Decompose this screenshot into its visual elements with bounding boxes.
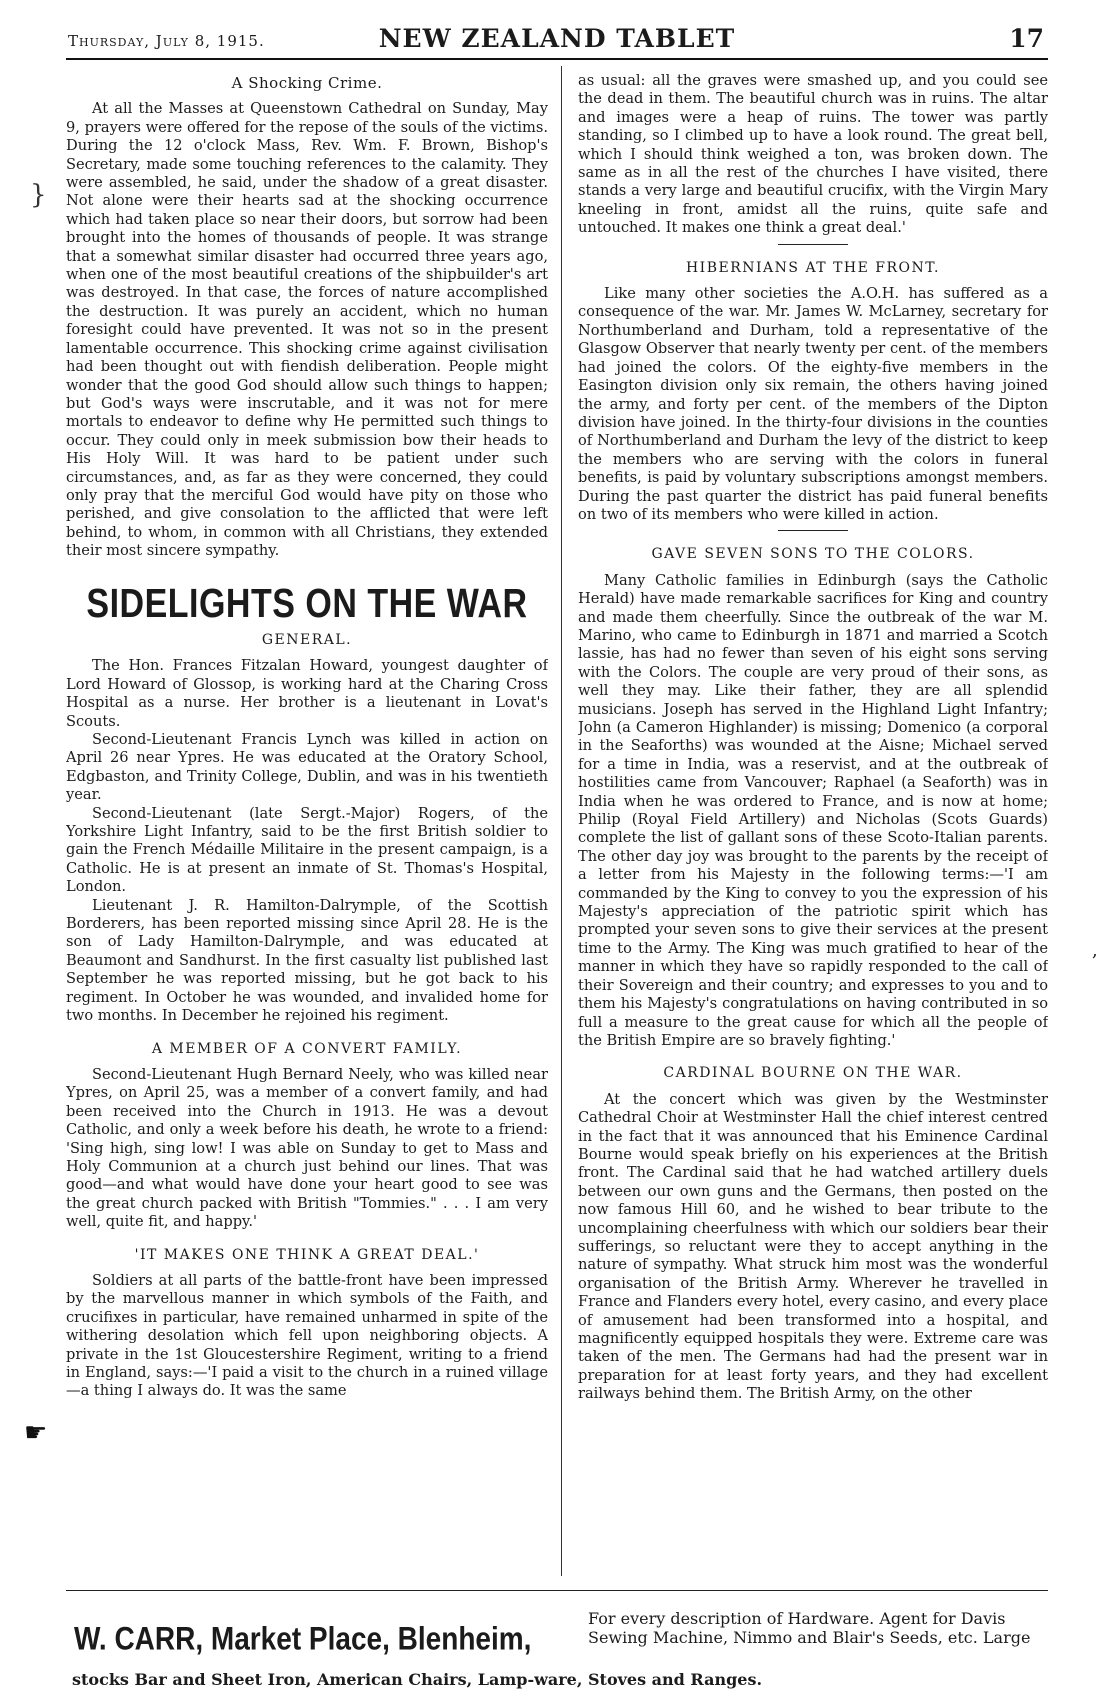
- article-paragraph: as usual: all the graves were smashed up, and you could see the dead in them. The beautiful church was in ruins. The altar and images were a heap of ruins. The tower was partly standing, so I climbed up to have a look round. The great bell, which I should think weighed a ton, was broken down. The same as in all the rest of the churches I have visited, there stands a very large and beautiful crucifix, with the Virgin Mary kneeling in front, amidst all the ruins, quite safe and untouched. It makes one think a great deal.': [578, 72, 1048, 237]
- page-number: 17: [1009, 24, 1044, 53]
- publication-title: NEW ZEALAND TABLET: [378, 24, 736, 53]
- issue-date: Thursday, July 8, 1915.: [68, 32, 265, 50]
- advertisement-continuation: stocks Bar and Sheet Iron, American Chairs, Lamp-ware, Stoves and Ranges.: [72, 1670, 763, 1689]
- advertisement-description: For every description of Hardware. Agent for Davis Sewing Machine, Nimmo and Blair's Seeds, etc. Large: [588, 1609, 1031, 1647]
- article-paragraph: The Hon. Frances Fitzalan Howard, youngest daughter of Lord Howard of Glossop, is working hard at the Charing Cross Hospital as a nurse. Her brother is a lieutenant in Lovat's Scouts.: [66, 657, 548, 730]
- article-heading: CARDINAL BOURNE ON THE WAR.: [663, 1065, 963, 1082]
- margin-stray-mark: ,: [1092, 940, 1098, 961]
- article-paragraph: Soldiers at all parts of the battle-front have been impressed by the marvellous manner in which symbols of the Faith, and crucifixes in particular, have remained unharmed in spite of the withering desolation which fell upon neighboring objects. A private in the 1st Gloucestershire Regiment, writing to a friend in England, says:—'I paid a visit to the church in a ruined village—a thing I always do. It was the same: [66, 1271, 548, 1400]
- page-header: [66, 22, 1048, 60]
- article-heading: A MEMBER OF A CONVERT FAMILY.: [151, 1040, 463, 1057]
- left-column: [66, 72, 548, 1572]
- article-rule: [778, 530, 848, 531]
- article-heading: HIBERNIANS AT THE FRONT.: [685, 259, 941, 276]
- article-paragraph: At the concert which was given by the Westminster Cathedral Choir at Westminster Hall the chief interest centred in the fact that it was announced that his Eminence Cardinal Bourne would speak briefly on his experiences at the British front. The Cardinal said that he had watched artillery duels between our own guns and the Germans, then posted on the now famous Hill 60, and he wished to bear tribute to the uncomplaining cheerfulness with which our soldiers bear their sufferings, so reluctant were they to accept anything in the nature of sympathy. What struck him most was the wonderful organisation of the British Army. Wherever he travelled in France and Flanders every hotel, every casino, and every place of amusement had been transformed into a hospital, and magnificently equipped hospitals they were. Extreme care was taken of the men. The Germans had had the present war in preparation for at least forty years, and they had excellent railways behind them. The British Army, on the other: [578, 1090, 1048, 1403]
- article-heading: 'IT MAKES ONE THINK A GREAT DEAL.': [134, 1246, 480, 1263]
- article-heading: GAVE SEVEN SONS TO THE COLORS.: [651, 546, 975, 563]
- advertiser-name: W. CARR, Market Place, Blenheim,: [74, 1620, 532, 1657]
- article-paragraph: Lieutenant J. R. Hamilton-Dalrymple, of the Scottish Borderers, has been reported missing since April 28. He is the son of Lady Hamilton-Dalrymple, and was educated at Beaumont and Sandhurst. In the first casualty list published last September he was reported missing, but he got back to his regiment. In October he was wounded, and invalided home for two months. In December he rejoined his regiment.: [66, 896, 548, 1025]
- margin-brace-mark: }: [30, 180, 47, 210]
- article-paragraph: Second-Lieutenant Francis Lynch was killed in action on April 26 near Ypres. He was educated at the Oratory School, Edgbaston, and Trinity College, Dublin, and was in his twentieth year.: [66, 731, 548, 804]
- article-paragraph: Second-Lieutenant Hugh Bernard Neely, who was killed near Ypres, on April 25, was a member of a convert family, and had been received into the Church in 1913. He was a devout Catholic, and only a week before his death, he wrote to a friend: 'Sing high, sing low! I was able on Sunday to get to Mass and Holy Communion at a church just behind our lines. That was good—and what would have done your heart good to see was the great church packed with British "Tommies." . . . I am very well, quite fit, and happy.': [66, 1065, 548, 1231]
- advertisement: [66, 1590, 1048, 1690]
- article-paragraph: Like many other societies the A.O.H. has suffered as a consequence of the war. Mr. James W. McLarney, secretary for Northumberland and Durham, told a representative of the Glasgow Observer that nearly twenty per cent. of the members had joined the colors. Of the eighty-five members in the Easington division only six remain, the others having joined the army, and forty per cent. of the members of the Dipton division have joined. In the thirty-four divisions in the counties of Northumberland and Durham the levy of the district to keep the members who are serving with the colors in funeral benefits, is paid by voluntary subscriptions amongst members. During the past quarter the district has paid funeral benefits on two of its members who were killed in action.: [578, 285, 1048, 523]
- article-paragraph: Many Catholic families in Edinburgh (says the Catholic Herald) have made remarkable sacrifices for King and country and made them cheerfully. Since the outbreak of the war M. Marino, who came to Edinburgh in 1871 and married a Scotch lassie, has had no fewer than seven of his eight sons serving with the Colors. The couple are very proud of their sons, as well they may. Like their father, they are all splendid musicians. Joseph has served in the Highland Light Infantry; John (a Cameron Highlander) is missing; Domenico (a corporal in the Seaforths) was wounded at the Aisne; Michael served for a time in India, was a reservist, and at the outbreak of hostilities came from Vancouver; Raphael (a Seaforth) was in India when he was ordered to France, and is now at home; Philip (Royal Field Artillery) and Nicholas (Scots Guards) complete the list of gallant sons of these Scoto-Italian parents. The other day joy was brought to the parents by the receipt of a letter from his Majesty in the following terms:—'I am commanded by the King to convey to you the expression of his Majesty's appreciation of the patriotic spirit which has prompted your seven sons to give their services at the present time to the Army. The King was much gratified to hear of the manner in which they have so rapidly responded to the call of their Sovereign and their country; and expresses to you and to them his Majesty's congratulations on having contributed in so full a measure to the great cause for which all the people of the British Empire are so bravely fighting.': [578, 571, 1048, 1049]
- article-paragraph: At all the Masses at Queenstown Cathedral on Sunday, May 9, prayers were offered for the repose of the souls of the victims. During the 12 o'clock Mass, Rev. Wm. F. Brown, Bishop's Secretary, made some touching references to the calamity. They were assembled, he said, under the shadow of a great disaster. Not alone were their hearts sad at the shocking occurrence which had taken place so near their doors, but sorrow had been brought into the homes of thousands of people. It was strange that a somewhat similar disaster had occurred three years ago, when one of the most beautiful creations of the shipbuilder's art was destroyed. In that case, the forces of nature accomplished the destruction. It was purely an accident, which no human foresight could have prevented. It was not so in the present lamentable occurrence. This shocking crime against civilisation had been thought out with fiendish deliberation. People might wonder that the good God should allow such things to happen; but God's ways were inscrutable, and it was not for mere mortals to endeavor to define why He permitted such things to occur. They could only in meek submission bow their heads to His Holy Will. It was hard to be patient under such circumstances, and, as far as they were concerned, they could only pray that the merciful God would have pity on those who perished, and give consolation to the afflicted that were left behind, to whom, in common with all Christians, they extended their most sincere sympathy.: [66, 100, 548, 560]
- article-heading: GENERAL.: [261, 631, 353, 648]
- article-rule: [778, 244, 848, 245]
- section-banner: SIDELIGHTS ON THE WAR: [86, 580, 528, 627]
- article-paragraph: Second-Lieutenant (late Sergt.-Major) Rogers, of the Yorkshire Light Infantry, said to be the first British soldier to gain the French Médaille Militaire in the present campaign, is a Catholic. He is at present an inmate of St. Thomas's Hospital, London.: [66, 804, 548, 896]
- right-column: [578, 72, 1048, 1572]
- pointing-hand-icon: ☛: [24, 1418, 48, 1448]
- article-heading: A Shocking Crime.: [231, 74, 383, 92]
- column-divider: [561, 66, 562, 1576]
